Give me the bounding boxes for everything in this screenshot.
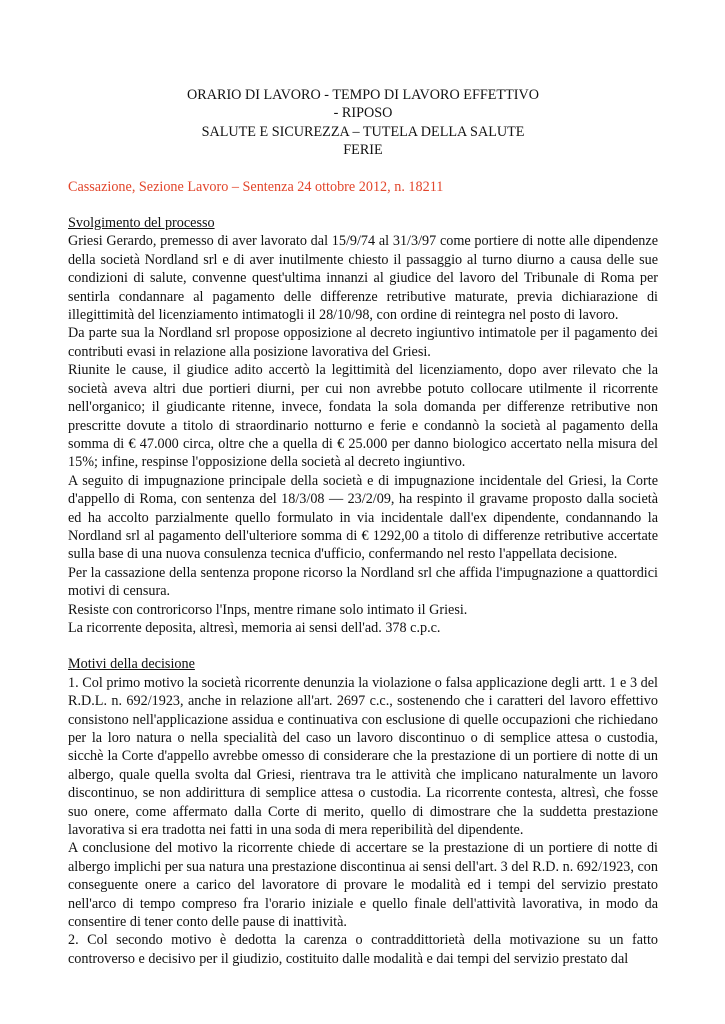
ruling-citation: Cassazione, Sezione Lavoro – Sentenza 24 ottobre 2012, n. 18211 (68, 178, 444, 195)
paragraph: La ricorrente deposita, altresì, memoria ai sensi dell'ad. 378 c.p.c. (68, 619, 441, 636)
heading-line: FERIE (343, 142, 383, 159)
paragraph: Riunite le cause, il giudice adito accertò la legittimità del licenziamento, dopo aver rilevato che la società aveva altri due portieri diurni, per cui non avrebbe potuto collocare utilmente il ricorrente nell'organico; il giudicante ritenne, invece, fondata la sola domanda per differenze retributive non prescritte dovute a titolo di straordinario notturno e ferie e condannò la società al pagamento della somma di € 47.000 circa, oltre che a quella di € 25.000 per danno biologico accertato nella misura del 15%; infine, respinse l'opposizione della società al decreto ingiuntivo. (68, 362, 658, 471)
paragraph: Griesi Gerardo, premesso di aver lavorato dal 15/9/74 al 31/3/97 come portiere di notte alle dipendenze della società Nordland srl e di aver inutilmente chiesto il passaggio al turno diurno a causa delle sue condizioni di salute, convenne quest'ultima innanzi al giudice del lavoro del Tribunale di Roma per sentirla condannare al pagamento delle differenze retributive maturate, previa dichiarazione di illegittimità del licenziamento intimatogli il 28/10/98, con ordine di reintegra nel posto di lavoro. (68, 233, 658, 324)
heading-line: - RIPOSO (333, 105, 393, 122)
document-heading (68, 86, 658, 160)
paragraph: Da parte sua la Nordland srl propose opposizione al decreto ingiuntivo intimatole per il pagamento dei contributi evasi in relazione alla posizione lavorativa del Griesi. (68, 325, 658, 360)
section-title-motivi: Motivi della decisione (68, 656, 195, 673)
paragraph: A conclusione del motivo la ricorrente chiede di accertare se la prestazione di un portiere di notte di albergo implichi per sua natura una prestazione discontinua ai sensi dell'art. 3 del R.D. n. 692/1923, con conseguente onere a carico del lavoratore di provare le modalità ed i tempi del servizio prestato nell'arco di tempo compreso fra l'orario iniziale e quello finale dell'attività lavorativa, in modo da consentire di tener conto delle pause di inattività. (68, 840, 658, 931)
heading-line: ORARIO DI LAVORO - TEMPO DI LAVORO EFFETTIVO (187, 87, 539, 103)
paragraph: Per la cassazione della sentenza propone ricorso la Nordland srl che affida l'impugnazione a quattordici motivi di censura. (68, 564, 658, 600)
heading-line: SALUTE E SICUREZZA – TUTELA DELLA SALUTE (201, 123, 525, 140)
document-page (68, 86, 658, 968)
paragraph: Resiste con controricorso l'Inps, mentre rimane solo intimato il Griesi. (68, 601, 468, 618)
section-spacer (68, 637, 658, 655)
paragraph: A seguito di impugnazione principale della società e di impugnazione incidentale del Griesi, la Corte d'appello di Roma, con sentenza del 18/3/08 — 23/2/09, ha respinto il gravame proposto dalla società ed ha accolto parzialmente quello formulato in via incidentale dall'ex dipendente, condannando la Nordland srl al pagamento dell'ulteriore somma di € 1292,00 a titolo di differenze retributive accertate sulla base di una nuova consulenza tecnica d'ufficio, confermando nel resto l'appellata decisione. (68, 472, 658, 563)
paragraph: 2. Col secondo motivo è dedotta la carenza o contraddittorietà della motivazione su un fatto controverso e decisivo per il giudizio, costituito dalle modalità e dai tempi del servizio prestato dal (68, 932, 658, 967)
section-title-svolgimento: Svolgimento del processo (68, 215, 215, 232)
paragraph: 1. Col primo motivo la società ricorrente denunzia la violazione o falsa applicazione degli artt. 1 e 3 del R.D.L. n. 692/1923, anche in relazione all'art. 2697 c.c., sostenendo che i caratteri del lavoro effettivo consistono nell'applicazione assidua e continuativa con esclusione di quelle occupazioni che richiedano per la loro natura o nella specialità del caso un lavoro discontinuo o di semplice attesa o custodia, sicchè la Corte d'appello avrebbe omesso di considerare che la prestazione di un portiere di notte di un albergo, quale quella svolta dal Griesi, rientrava tra le attività che implicano naturalmente un lavoro discontinuo, se non addirittura di semplice attesa o custodia. La ricorrente contesta, altresì, che fosse suo onere, come affermato dalla Corte di merito, quello di dimostrare che la suddetta prestazione lavorativa si era tradotta nei fatti in una soda di mera reperibilità del dipendente. (68, 674, 658, 839)
